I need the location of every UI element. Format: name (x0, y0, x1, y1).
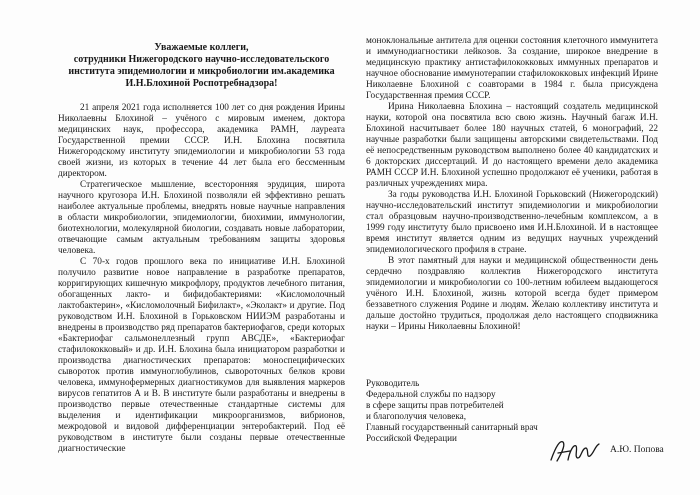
signatory-name: А.Ю. Попова (610, 445, 664, 455)
signature-line: и благополучия человека, (366, 411, 467, 421)
paragraph: Ирина Николаевна Блохина – настоящий создатель медицинской науки, которой она посвятила всю свою жизнь. Научный багаж И.Н. Блохиной насчитывает более 180 научных статей, 6 монографий, 22 научные разработки были защищены авторскими свидетельствами. Под её непосредственным руководством выполнено более 40 кандидатских и 6 докторских диссертаций. И до настоящего времени дело академика РАМН СССР И.Н. Блохиной успешно продолжают её ученики, работая в различных учреждениях мира. (366, 102, 658, 189)
signature-line: Российской Федерации (366, 433, 457, 443)
paragraph: В этот памятный для науки и медицинской общественности день сердечно поздравляю коллектив Нижегородского института эпидемиологии и микробиологии со 100-летним юбилеем выдающегося учёного И.Н. Блохиной, жизнь которой всегда будет примером беззаветного служения Родине и людям. Желаю коллективу института и дальше достойно трудиться, продолжая дело настоящего сподвижника науки – Ирины Николаевны Блохиной! (366, 256, 658, 332)
title-line: Уважаемые коллеги, (154, 42, 249, 53)
paragraph: моноклональные антитела для оценки состояния клеточного иммунитета и иммунодиагностики лейкозов. За создание, широкое внедрение в медицинскую практику антистафилококковых иммунных препаратов и научное обоснование иммунотерапии стафилококковых инфекций Ирине Николаевне Блохиной с соавторами в 1984 г. была присуждена Государственная премия СССР. (366, 36, 658, 101)
left-column (58, 34, 345, 455)
title-line: института эпидемиологии и микробиологии им.академика (68, 66, 335, 77)
paragraph: С 70-х годов прошлого века по инициативе И.Н. Блохиной получило развитие новое направление в разработке препаратов, корригирующих кишечную микрофлору, продуктов лечебного питания, обогащенных лакто- и бифидобактериями: «Кисломолочный лактобактерин», «Кисломолочный Бифилакт», «Эколакт» и другие. Под руководством И.Н. Блохиной в Горьковском НИИЭМ разработаны и внедрены в производство ряд препаратов бактериофагов, среди которых «Бактериофаг сальмонеллезный групп АВСДЕ», «Бактериофаг стафилококковый» и др. И.Н. Блохина была инициатором разработки и производства диагностических препаратов: моноспецифических сывороток против иммуноглобулинов, сывороточных белков крови человека, иммунофермерных диагностикумов для выявления маркеров вирусов гепатитов А и В. В институте были разработаны и внедрены в производство первые отечественные стандартные системы для выделения и идентификации микроорганизмов, вибрионов, межродовой и видовой дифференциации энтеробактерий. Под её руководством в институте были созданы первые отечественные диагностические (58, 257, 345, 454)
signature-block (366, 378, 666, 444)
right-column (366, 36, 658, 333)
paragraph: Стратегическое мышление, всесторонняя эрудиция, широта научного кругозора И.Н. Блохиной позволяли ей эффективно решать наиболее актуальные проблемы, внедрять новые научные направления в области микробиологии, эпидемиологии, биохимии, иммунологии, биотехнологии, молекулярной биологии, создавать новые лаборатории, отвечающие самым актуальным требованиям защиты здоровья человека. (58, 180, 345, 256)
title-line: сотрудники Нижегородского научно-исследовательского (73, 54, 330, 65)
signature-line: Главный государственный санитарный врач (366, 422, 538, 432)
handwritten-signature (548, 436, 602, 466)
paragraph: 21 апреля 2021 года исполняется 100 лет со дня рождения Ирины Николаевны Блохиной – учёного с мировым именем, доктора медицинских наук, профессора, академика РАМН, лауреата Государственной премии СССР. И.Н. Блохина посвятила Нижегородскому институту эпидемиологии и микробиологии 53 года своей жизни, из которых в течение 44 лет была его бессменным директором. (58, 103, 345, 179)
signature-line: в сфере защиты прав потребителей (366, 400, 504, 410)
letter-title (58, 42, 345, 90)
signature-line: Федеральной службы по надзору (366, 389, 496, 399)
signature-line: Руководитель (366, 378, 420, 388)
title-line: И.Н.Блохиной Роспотребнадзора! (125, 78, 278, 89)
paragraph: За годы руководства И.Н. Блохиной Горьковский (Нижегородский) научно-исследовательский институт эпидемиологии и микробиологии стал образцовым научно-производственно-лечебным комплексом, а в 1999 году институту было присвоено имя И.Н.Блохиной. И в настоящее время институт является одним из ведущих научных учреждений эпидемиологического профиля в стране. (366, 190, 658, 255)
